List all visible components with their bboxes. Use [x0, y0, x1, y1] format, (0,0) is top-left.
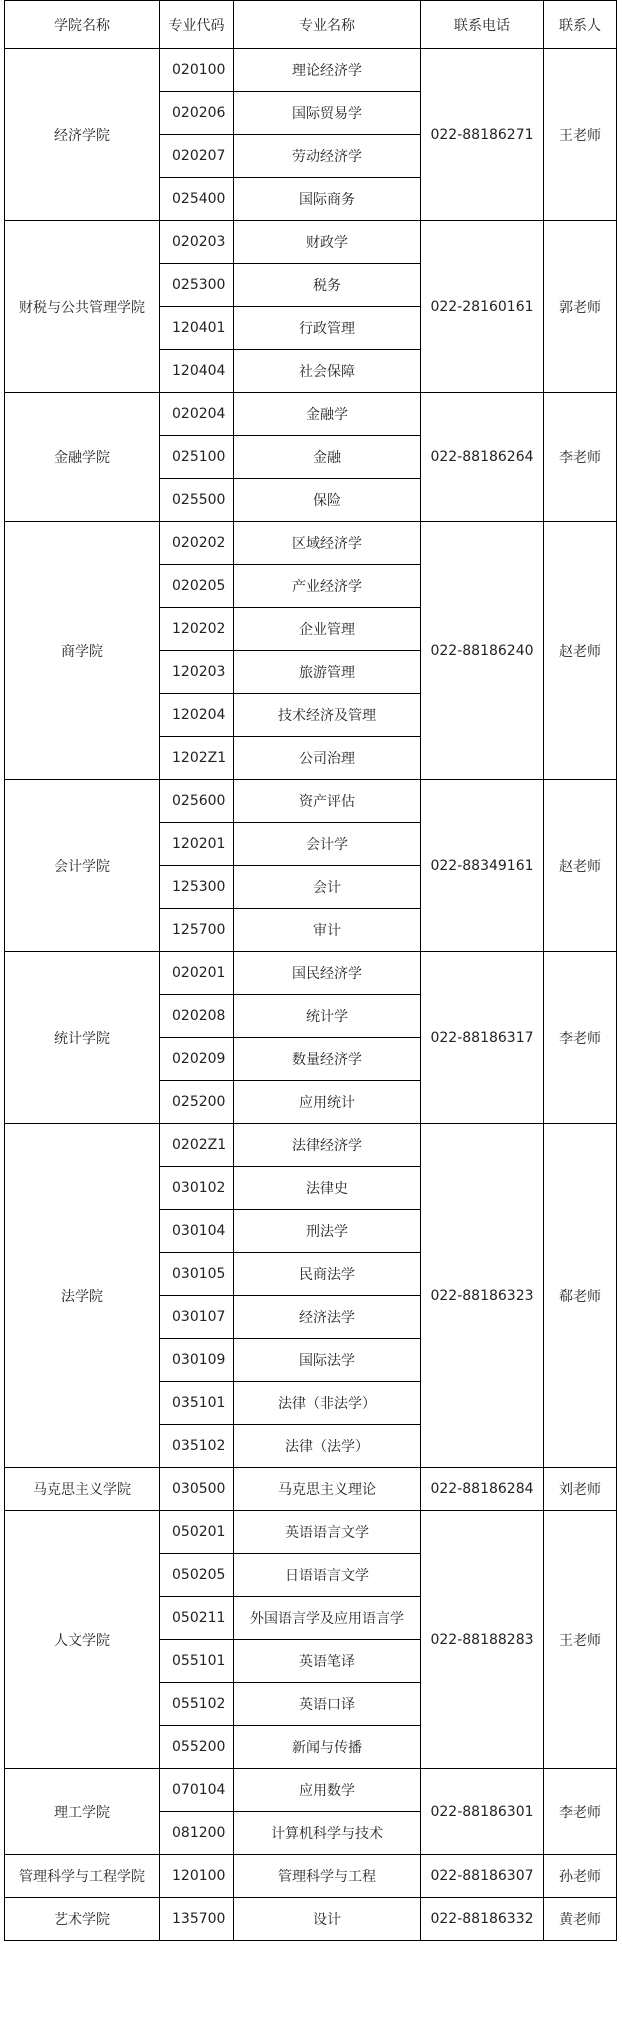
contact-cell: 刘老师: [544, 1468, 617, 1511]
table-row: [5, 522, 617, 565]
major-name-cell: 英语口译: [234, 1683, 421, 1726]
header-major-name: 专业名称: [234, 1, 421, 49]
table-row: [5, 952, 617, 995]
header-major-code: 专业代码: [160, 1, 234, 49]
major-name-cell: 日语语言文学: [234, 1554, 421, 1597]
major-code-cell: 030104: [160, 1210, 234, 1253]
major-name-cell: 税务: [234, 264, 421, 307]
contact-cell: 李老师: [544, 1769, 617, 1855]
phone-cell: 022-88188283: [421, 1511, 544, 1769]
major-name-cell: 民商法学: [234, 1253, 421, 1296]
major-code-cell: 025500: [160, 479, 234, 522]
major-name-cell: 理论经济学: [234, 49, 421, 92]
college-name-cell: 理工学院: [5, 1769, 160, 1855]
phone-cell: 022-88186332: [421, 1898, 544, 1941]
phone-cell: 022-88186301: [421, 1769, 544, 1855]
major-code-cell: 025400: [160, 178, 234, 221]
major-code-cell: 025600: [160, 780, 234, 823]
college-name-cell: 金融学院: [5, 393, 160, 522]
major-code-cell: 030102: [160, 1167, 234, 1210]
table-header-row: [5, 1, 617, 49]
college-name-cell: 经济学院: [5, 49, 160, 221]
major-name-cell: 会计学: [234, 823, 421, 866]
phone-cell: 022-88186307: [421, 1855, 544, 1898]
contact-cell: 李老师: [544, 393, 617, 522]
contact-cell: 王老师: [544, 1511, 617, 1769]
major-code-cell: 050205: [160, 1554, 234, 1597]
major-code-cell: 0202Z1: [160, 1124, 234, 1167]
major-name-cell: 财政学: [234, 221, 421, 264]
major-code-cell: 120401: [160, 307, 234, 350]
major-name-cell: 外国语言学及应用语言学: [234, 1597, 421, 1640]
table-row: [5, 780, 617, 823]
major-code-cell: 020209: [160, 1038, 234, 1081]
phone-cell: 022-88349161: [421, 780, 544, 952]
major-name-cell: 管理科学与工程: [234, 1855, 421, 1898]
major-code-cell: 125700: [160, 909, 234, 952]
major-name-cell: 会计: [234, 866, 421, 909]
major-name-cell: 行政管理: [234, 307, 421, 350]
major-name-cell: 经济法学: [234, 1296, 421, 1339]
major-code-cell: 120100: [160, 1855, 234, 1898]
table-row: [5, 49, 617, 92]
major-name-cell: 国际贸易学: [234, 92, 421, 135]
major-code-cell: 050201: [160, 1511, 234, 1554]
contact-cell: 郗老师: [544, 1124, 617, 1468]
college-name-cell: 艺术学院: [5, 1898, 160, 1941]
table-body: [5, 49, 617, 1941]
major-name-cell: 马克思主义理论: [234, 1468, 421, 1511]
college-name-cell: 统计学院: [5, 952, 160, 1124]
major-code-cell: 020204: [160, 393, 234, 436]
major-name-cell: 设计: [234, 1898, 421, 1941]
major-code-cell: 025300: [160, 264, 234, 307]
table-row: [5, 1468, 617, 1511]
major-code-cell: 025200: [160, 1081, 234, 1124]
document-page: [4, 0, 616, 1941]
table-row: [5, 1898, 617, 1941]
major-code-cell: 081200: [160, 1812, 234, 1855]
major-name-cell: 金融学: [234, 393, 421, 436]
contact-cell: 郭老师: [544, 221, 617, 393]
contact-cell: 黄老师: [544, 1898, 617, 1941]
major-code-cell: 035102: [160, 1425, 234, 1468]
major-code-cell: 020201: [160, 952, 234, 995]
major-name-cell: 金融: [234, 436, 421, 479]
header-college: 学院名称: [5, 1, 160, 49]
college-name-cell: 财税与公共管理学院: [5, 221, 160, 393]
table-row: [5, 1511, 617, 1554]
major-code-cell: 020203: [160, 221, 234, 264]
major-code-cell: 120201: [160, 823, 234, 866]
major-code-cell: 020207: [160, 135, 234, 178]
major-code-cell: 030500: [160, 1468, 234, 1511]
contact-cell: 孙老师: [544, 1855, 617, 1898]
major-name-cell: 应用数学: [234, 1769, 421, 1812]
college-name-cell: 马克思主义学院: [5, 1468, 160, 1511]
table-row: [5, 1769, 617, 1812]
major-name-cell: 数量经济学: [234, 1038, 421, 1081]
major-name-cell: 技术经济及管理: [234, 694, 421, 737]
major-name-cell: 保险: [234, 479, 421, 522]
phone-cell: 022-88186323: [421, 1124, 544, 1468]
major-name-cell: 法律（非法学）: [234, 1382, 421, 1425]
header-contact: 联系人: [544, 1, 617, 49]
phone-cell: 022-28160161: [421, 221, 544, 393]
college-name-cell: 法学院: [5, 1124, 160, 1468]
major-name-cell: 法律史: [234, 1167, 421, 1210]
major-name-cell: 旅游管理: [234, 651, 421, 694]
major-name-cell: 新闻与传播: [234, 1726, 421, 1769]
major-code-cell: 1202Z1: [160, 737, 234, 780]
major-code-cell: 030107: [160, 1296, 234, 1339]
major-code-cell: 070104: [160, 1769, 234, 1812]
major-name-cell: 统计学: [234, 995, 421, 1038]
contact-cell: 赵老师: [544, 780, 617, 952]
table-row: [5, 1124, 617, 1167]
phone-cell: 022-88186317: [421, 952, 544, 1124]
major-name-cell: 国际商务: [234, 178, 421, 221]
major-name-cell: 企业管理: [234, 608, 421, 651]
major-code-cell: 120202: [160, 608, 234, 651]
major-code-cell: 020202: [160, 522, 234, 565]
major-name-cell: 法律经济学: [234, 1124, 421, 1167]
contact-cell: 赵老师: [544, 522, 617, 780]
major-name-cell: 国际法学: [234, 1339, 421, 1382]
major-code-cell: 035101: [160, 1382, 234, 1425]
major-name-cell: 法律（法学）: [234, 1425, 421, 1468]
major-name-cell: 英语语言文学: [234, 1511, 421, 1554]
major-name-cell: 国民经济学: [234, 952, 421, 995]
phone-cell: 022-88186240: [421, 522, 544, 780]
college-name-cell: 人文学院: [5, 1511, 160, 1769]
table-row: [5, 221, 617, 264]
major-code-cell: 120404: [160, 350, 234, 393]
contact-cell: 李老师: [544, 952, 617, 1124]
major-code-cell: 125300: [160, 866, 234, 909]
major-code-cell: 135700: [160, 1898, 234, 1941]
major-name-cell: 产业经济学: [234, 565, 421, 608]
major-name-cell: 审计: [234, 909, 421, 952]
major-code-cell: 055200: [160, 1726, 234, 1769]
college-name-cell: 商学院: [5, 522, 160, 780]
major-code-cell: 055101: [160, 1640, 234, 1683]
major-code-cell: 020206: [160, 92, 234, 135]
major-name-cell: 公司治理: [234, 737, 421, 780]
major-code-cell: 120204: [160, 694, 234, 737]
major-name-cell: 区域经济学: [234, 522, 421, 565]
college-name-cell: 会计学院: [5, 780, 160, 952]
major-name-cell: 社会保障: [234, 350, 421, 393]
major-code-cell: 050211: [160, 1597, 234, 1640]
phone-cell: 022-88186264: [421, 393, 544, 522]
phone-cell: 022-88186284: [421, 1468, 544, 1511]
major-code-cell: 030109: [160, 1339, 234, 1382]
major-code-cell: 020100: [160, 49, 234, 92]
major-code-cell: 020208: [160, 995, 234, 1038]
major-code-cell: 025100: [160, 436, 234, 479]
major-name-cell: 劳动经济学: [234, 135, 421, 178]
table-row: [5, 1855, 617, 1898]
major-code-cell: 120203: [160, 651, 234, 694]
major-name-cell: 应用统计: [234, 1081, 421, 1124]
major-name-cell: 计算机科学与技术: [234, 1812, 421, 1855]
contact-cell: 王老师: [544, 49, 617, 221]
major-code-cell: 020205: [160, 565, 234, 608]
table-row: [5, 393, 617, 436]
major-name-cell: 英语笔译: [234, 1640, 421, 1683]
college-name-cell: 管理科学与工程学院: [5, 1855, 160, 1898]
major-name-cell: 刑法学: [234, 1210, 421, 1253]
major-code-cell: 030105: [160, 1253, 234, 1296]
major-code-cell: 055102: [160, 1683, 234, 1726]
phone-cell: 022-88186271: [421, 49, 544, 221]
majors-contact-table: [4, 0, 617, 1941]
header-phone: 联系电话: [421, 1, 544, 49]
major-name-cell: 资产评估: [234, 780, 421, 823]
